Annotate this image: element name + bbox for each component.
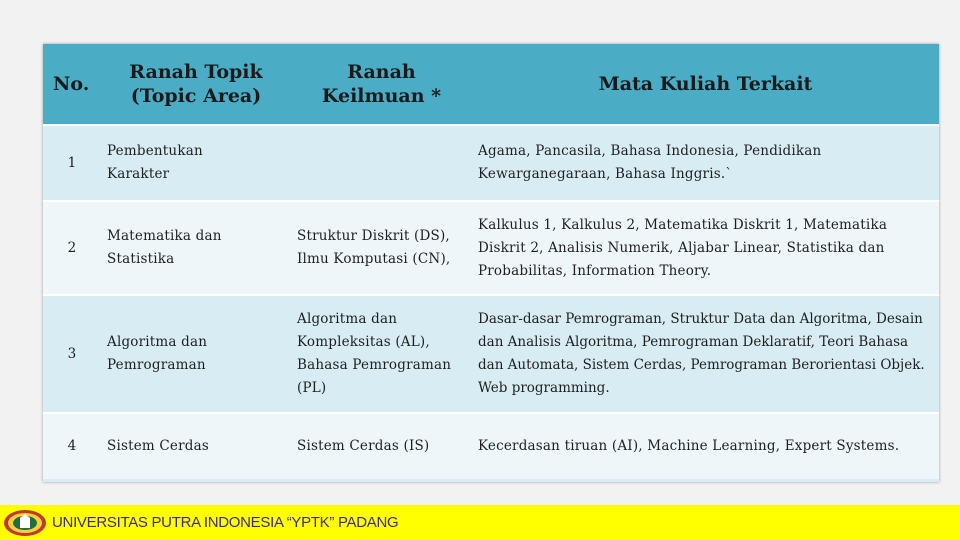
table-row	[43, 125, 939, 201]
header-topic-area: Ranah Topik (Topic Area)	[101, 44, 291, 125]
curriculum-table-container	[43, 44, 939, 482]
table-row	[43, 295, 939, 413]
footer-university-name: UNIVERSITAS PUTRA INDONESIA “YPTK” PADANG	[52, 514, 399, 531]
table-header-row	[43, 44, 939, 125]
row-field: Algoritma dan Kompleksitas (AL), Bahasa Pemrograman (PL)	[291, 295, 472, 413]
row-number: 1	[43, 125, 101, 201]
university-logo	[2, 508, 48, 538]
row-courses: Kalkulus 1, Kalkulus 2, Matematika Diskrit 1, Matematika Diskrit 2, Analisis Numerik, Aljabar Linear, Statistika dan Probabilitas, Information Theory.	[472, 201, 939, 295]
row-courses: Agama, Pancasila, Bahasa Indonesia, Pendidikan Kewarganegaraan, Bahasa Inggris.`	[472, 125, 939, 201]
row-field: Struktur Diskrit (DS), Ilmu Komputasi (CN),	[291, 201, 472, 295]
table-row	[43, 413, 939, 479]
header-no: No.	[43, 44, 101, 125]
row-number: 4	[43, 413, 101, 479]
row-topic: Matematika dan Statistika	[101, 201, 291, 295]
header-related-courses: Mata Kuliah Terkait	[472, 44, 939, 125]
row-number: 2	[43, 201, 101, 295]
row-field: Sistem Cerdas (IS)	[291, 413, 472, 479]
row-topic: Algoritma dan Pemrograman	[101, 295, 291, 413]
row-field	[291, 125, 472, 201]
curriculum-table	[43, 44, 939, 479]
row-courses: Dasar-dasar Pemrograman, Struktur Data dan Algoritma, Desain dan Analisis Algoritma, Pemrograman Deklaratif, Teori Bahasa dan Automata, Sistem Cerdas, Pemrograman Berorientasi Objek. Web programming.	[472, 295, 939, 413]
row-number: 3	[43, 295, 101, 413]
row-topic: Pembentukan Karakter	[101, 125, 291, 201]
header-field: Ranah Keilmuan *	[291, 44, 472, 125]
row-topic: Sistem Cerdas	[101, 413, 291, 479]
row-courses: Kecerdasan tiruan (AI), Machine Learning, Expert Systems.	[472, 413, 939, 479]
table-row	[43, 201, 939, 295]
